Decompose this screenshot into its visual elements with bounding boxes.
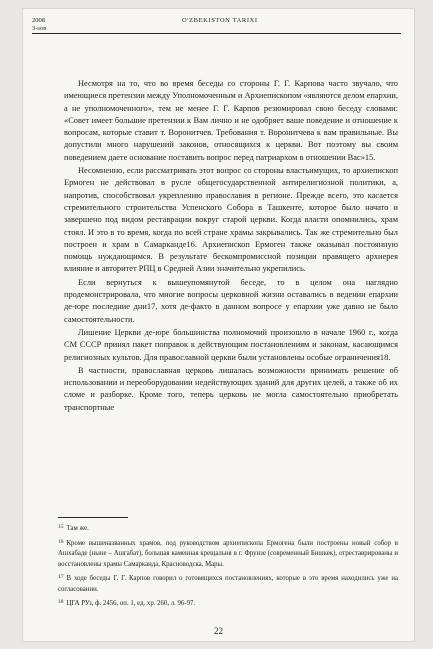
- footnote: [58, 537, 398, 571]
- page-number: 22: [214, 626, 223, 636]
- issue-year: 2008: [32, 17, 45, 24]
- footnote-rule: [58, 517, 128, 518]
- paragraph: Лишение Церкви де-юре большинства полномочий произошло в начале 1960 г., когда СМ СССР принял пакет поправок к действующим постановлениям и законам, касающимся религиозных культов. Для православной церкви были установлены особые ограничения18.: [64, 327, 398, 362]
- paragraph: Несмотря на то, что во время беседы со стороны Г. Г. Карпова часто звучало, что имеющиеся претензии между Уполномоченным и Архиепископом «являются делом епархии, а не уполномоченного», тем не менее Г. Г. Карпов резюмировал свою беседу словами: «Совет имеет большие претензии к Вам лично и не одобряет ваше поведение и отношение к вопросам, которые ставит т. Воронитчев. Требования т. Воронитчева к вам правильные. Вы допустили много нарушений законов, относящихся к церкви. Вот поэтому вы своим поведением даете основание поставить вопрос перед патриархом в отношении Вас»15.: [64, 79, 398, 162]
- header-rule: [32, 33, 401, 34]
- footnotes: [58, 522, 398, 610]
- footnote-text: Там же.: [66, 525, 89, 532]
- article-body: [64, 78, 398, 414]
- footnote-number: 17: [58, 574, 64, 580]
- paragraph: Если вернуться к вышеупомянутой беседе, то в целом она наглядно продемонстрировала, что многие вопросы церковной жизни оставались в ведении епархии де-юре последние дни17, хотя де-факто в данном вопросе у епархии уже давно не было самостоятельности.: [64, 277, 398, 324]
- running-header: [32, 13, 401, 47]
- footnote-text: Кроме вышеназванных храмов, под руководством архиепископа Ермогена были построены новый собор в Ашхабаде (ныне – Ашгабат), большая каменная крещальня в г. Фрунзе (современный Бишкек), отреставрированы и восстановлены храмы Самарканда, Красноводска, Мары.: [58, 539, 398, 568]
- paragraph: Несомненно, если рассматривать этот вопрос со стороны властьимущих, то архиепископ Ермоген не действовал в русле общегосударственной антирелигиозной политики, а, напротив, способствовал укреплению православия в регионе. Прежде всего, это касается стремительного строительства Успенского Собора в Ташкенте, которое было начато и завершено под видом реставрации вокруг старой церкви. Когда власти опомнились, храм стоял. И это в то время, когда по всей стране храмы закрывались. Так же стремительно был построен и храм в Самарканде16. Архиепископ Ермоген также оказывал постоянную помощь нуждающимся. В результате бескомпромиссной позиции правящего архиерея влияние и авторитет РПЦ в Средней Азии значительно укрепились.: [64, 166, 398, 274]
- footnote-number: 18: [58, 599, 64, 605]
- footnote-text: ЦГА РУз, ф. 2456, оп. 1, ед. хр. 260, л. 96-97.: [66, 600, 196, 607]
- paragraph: В частности, православная церковь лишалась возможности принимать решение об использовании и переоборудовании недействующих зданий для других целей, а также об их сломе и разборке. Кроме того, теперь церковь не могла самостоятельно приобретать транспортные: [64, 365, 398, 412]
- journal-title: O'ZBEKISTON TARIXI: [182, 17, 258, 24]
- footnote-number: 16: [58, 538, 64, 545]
- footnote-text: В ходе беседы Г. Г. Карпов говорил о готовящихся постановлениях, которые в это время находились уже на согласовании.: [58, 575, 398, 593]
- document-page: [22, 8, 415, 642]
- footnote: [58, 572, 398, 595]
- footnote: [58, 597, 398, 610]
- issue-number: 3-son: [32, 25, 47, 32]
- footnote: [58, 522, 398, 535]
- footnote-number: 15: [58, 524, 64, 530]
- issue-info: [32, 17, 46, 33]
